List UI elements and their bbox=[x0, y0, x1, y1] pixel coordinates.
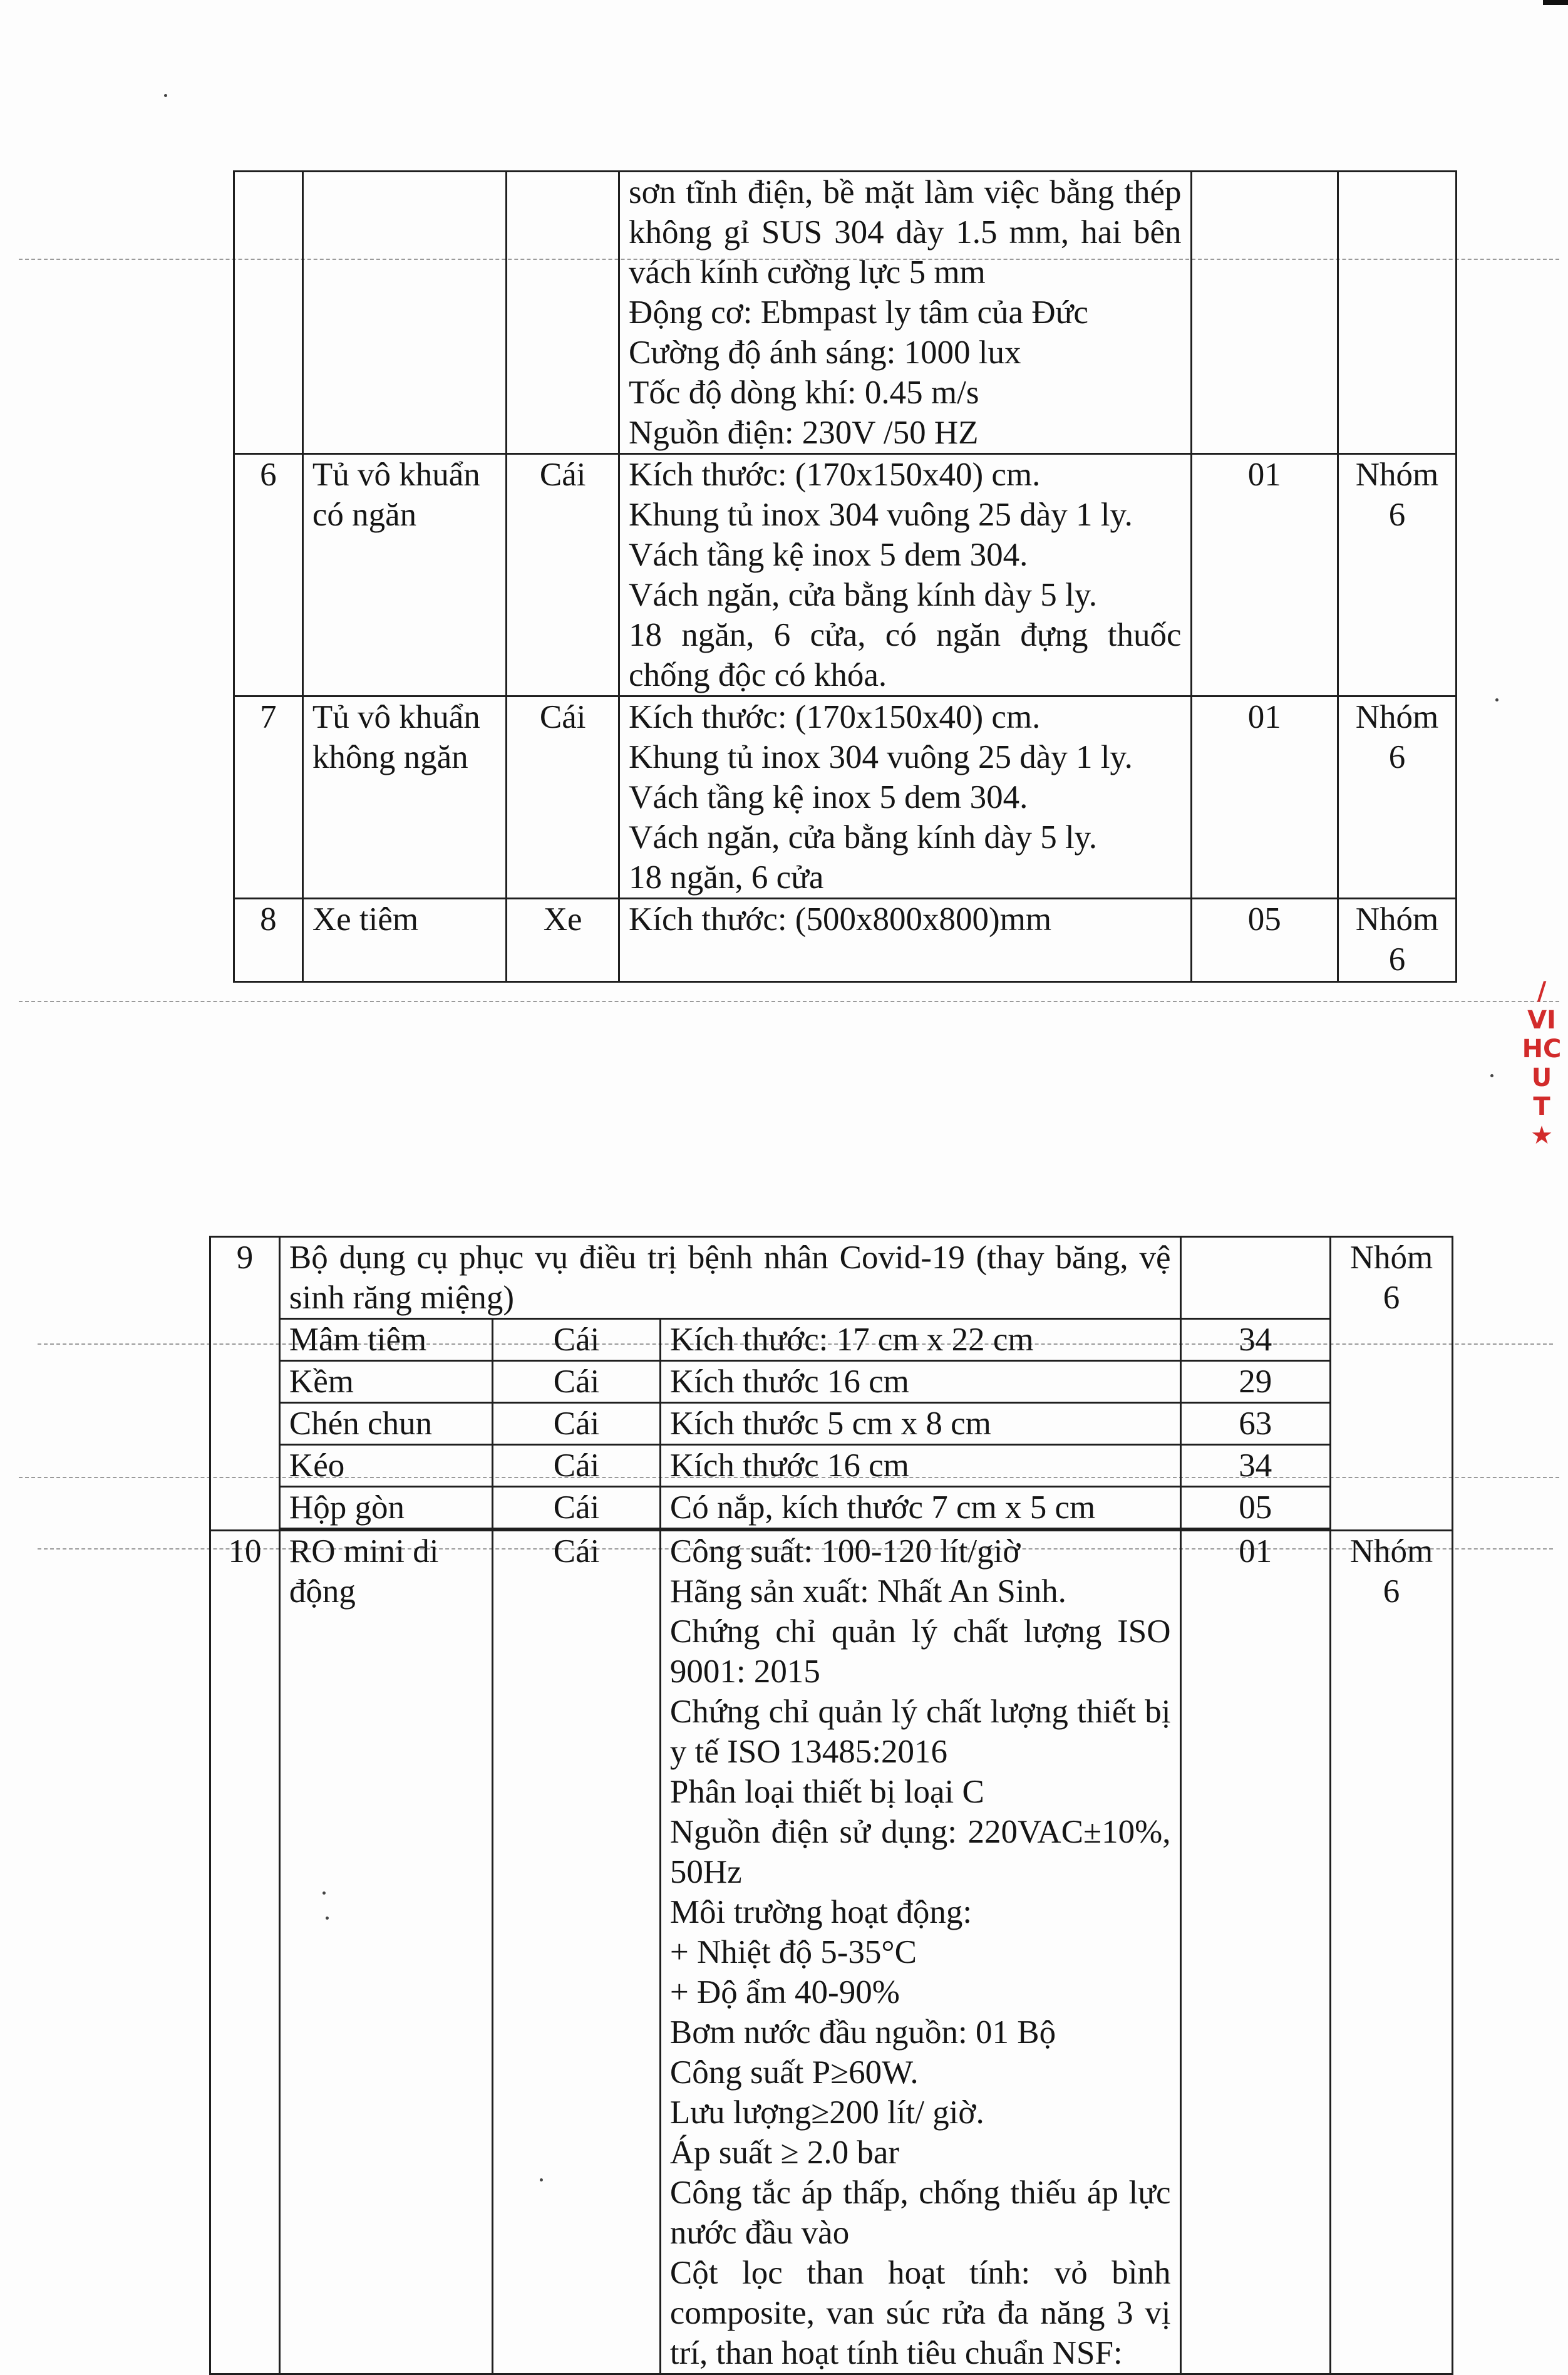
cell-no bbox=[234, 172, 303, 454]
equipment-table-bottom bbox=[209, 1236, 1453, 2375]
sub-item-spec: Kích thước 16 cm bbox=[660, 1445, 1180, 1487]
sub-item-qty: 34 bbox=[1180, 1319, 1331, 1361]
cell-name: RO mini di động bbox=[279, 1531, 492, 2374]
cell-spec: Kích thước: (170x150x40) cm. Khung tủ inox 304 vuông 25 dày 1 ly. Vách tầng kệ inox 5 dem 304. Vách ngăn, cửa bằng kính dày 5 ly. 18 ngăn, 6 cửa bbox=[619, 696, 1191, 899]
cell-group: Nhóm 6 bbox=[1338, 696, 1457, 899]
cell-group: Nhóm 6 bbox=[1338, 454, 1457, 696]
cell-no: 8 bbox=[234, 899, 303, 982]
list-item bbox=[210, 1361, 1453, 1403]
cell-qty: 05 bbox=[1191, 899, 1338, 982]
sub-item-name: Kềm bbox=[279, 1361, 492, 1403]
seal-text: VI bbox=[1527, 1006, 1556, 1035]
cell-spec: Công suất: 100-120 lít/giờ Hãng sản xuất: Nhất An Sinh. Chứng chỉ quản lý chất lượng ISO 9001: 2015 Chứng chỉ quản lý chất lượng thiết bị y tế ISO 13485:2016 Phân loại thiết bị loại C Nguồn điện sử dụng: 220VAC±10%, 50Hz Môi trường hoạt động: + Nhiệt độ 5-35°C + Độ ẩm 40-90% Bơm nước đầu nguồn: 01 Bộ Công suất P≥60W. Lưu lượng≥200 lít/ giờ. Áp suất ≥ 2.0 bar Công tắc áp thấp, chống thiếu áp lực nước đầu vào Cột lọc than hoạt tính: vỏ bình composite, van súc rửa đa năng 3 vị trí, than hoạt tính tiêu chuẩn NSF: bbox=[660, 1531, 1180, 2374]
cell-unit: Cái bbox=[493, 1531, 661, 2374]
cell-name: Xe tiêm bbox=[302, 899, 506, 982]
scan-speck bbox=[1490, 1074, 1493, 1077]
scan-fold-line bbox=[19, 1001, 1559, 1002]
seal-text: ★ bbox=[1530, 1121, 1553, 1150]
list-item bbox=[210, 1319, 1453, 1361]
cell-qty: 01 bbox=[1191, 696, 1338, 899]
sub-item-spec: Kích thước 16 cm bbox=[660, 1361, 1180, 1403]
cell-group: Nhóm 6 bbox=[1338, 899, 1457, 982]
cell-spec: Kích thước: (170x150x40) cm. Khung tủ inox 304 vuông 25 dày 1 ly. Vách tầng kệ inox 5 dem 304. Vách ngăn, cửa bằng kính dày 5 ly. 18 ngăn, 6 cửa, có ngăn đựng thuốc chống độc có khóa. bbox=[619, 454, 1191, 696]
cell-unit: Cái bbox=[507, 454, 619, 696]
sub-item-qty: 29 bbox=[1180, 1361, 1331, 1403]
scan-speck bbox=[1495, 698, 1498, 701]
sub-item-name: Hộp gòn bbox=[279, 1487, 492, 1529]
cell-no: 9 bbox=[210, 1237, 280, 1531]
sub-item-unit: Cái bbox=[493, 1445, 661, 1487]
cell-qty: 01 bbox=[1191, 454, 1338, 696]
cell-unit: Cái bbox=[507, 696, 619, 899]
cell-group bbox=[1338, 172, 1457, 454]
sub-item-unit: Cái bbox=[493, 1319, 661, 1361]
cell-qty bbox=[1191, 172, 1338, 454]
seal-text: / bbox=[1537, 977, 1547, 1006]
sub-item-name: Chén chun bbox=[279, 1403, 492, 1445]
table-row bbox=[234, 172, 1457, 454]
sub-item-qty: 05 bbox=[1180, 1487, 1331, 1529]
cell-group-title: Bộ dụng cụ phục vụ điều trị bệnh nhân Covid-19 (thay băng, vệ sinh răng miệng) bbox=[279, 1237, 1180, 1319]
list-item bbox=[210, 1403, 1453, 1445]
table-row bbox=[210, 1237, 1453, 1319]
cell-unit: Xe bbox=[507, 899, 619, 982]
sub-item-qty: 63 bbox=[1180, 1403, 1331, 1445]
seal-text: HC bbox=[1522, 1035, 1562, 1063]
sub-item-qty: 34 bbox=[1180, 1445, 1331, 1487]
sub-item-spec: Kích thước: 17 cm x 22 cm bbox=[660, 1319, 1180, 1361]
sub-item-unit: Cái bbox=[493, 1361, 661, 1403]
cell-no: 7 bbox=[234, 696, 303, 899]
cell-no: 10 bbox=[210, 1531, 280, 2374]
cell-spec: sơn tĩnh điện, bề mặt làm việc bằng thép không gỉ SUS 304 dày 1.5 mm, hai bên vách kính cường lực 5 mm Động cơ: Ebmpast ly tâm của Đức Cường độ ánh sáng: 1000 lux Tốc độ dòng khí: 0.45 m/s Nguồn điện: 230V /50 HZ bbox=[619, 172, 1191, 454]
list-item bbox=[210, 1487, 1453, 1529]
scan-speck bbox=[164, 94, 167, 97]
cell-name bbox=[302, 172, 506, 454]
sub-item-unit: Cái bbox=[493, 1403, 661, 1445]
cell-name: Tủ vô khuẩn không ngăn bbox=[302, 696, 506, 899]
sub-item-spec: Kích thước 5 cm x 8 cm bbox=[660, 1403, 1180, 1445]
list-item bbox=[210, 1445, 1453, 1487]
table-row bbox=[234, 454, 1457, 696]
table-row bbox=[234, 899, 1457, 982]
sub-item-spec: Có nắp, kích thước 7 cm x 5 cm bbox=[660, 1487, 1180, 1529]
seal-text: T bbox=[1533, 1092, 1550, 1121]
seal-text: U bbox=[1531, 1063, 1552, 1092]
sub-item-unit: Cái bbox=[493, 1487, 661, 1529]
cell-group: Nhóm 6 bbox=[1331, 1531, 1453, 2374]
table-row bbox=[234, 696, 1457, 899]
cell-qty: 01 bbox=[1180, 1531, 1331, 2374]
cell-no: 6 bbox=[234, 454, 303, 696]
sub-item-name: Kéo bbox=[279, 1445, 492, 1487]
cell-unit bbox=[507, 172, 619, 454]
red-seal-fragment bbox=[1523, 977, 1560, 1253]
sub-item-name: Mâm tiêm bbox=[279, 1319, 492, 1361]
page-edge-mark bbox=[1543, 0, 1568, 5]
equipment-table-top bbox=[233, 170, 1457, 983]
cell-group: Nhóm 6 bbox=[1331, 1237, 1453, 1531]
table-row bbox=[210, 1531, 1453, 2374]
cell-name: Tủ vô khuẩn có ngăn bbox=[302, 454, 506, 696]
cell-spec: Kích thước: (500x800x800)mm bbox=[619, 899, 1191, 982]
cell-qty bbox=[1180, 1237, 1331, 1319]
